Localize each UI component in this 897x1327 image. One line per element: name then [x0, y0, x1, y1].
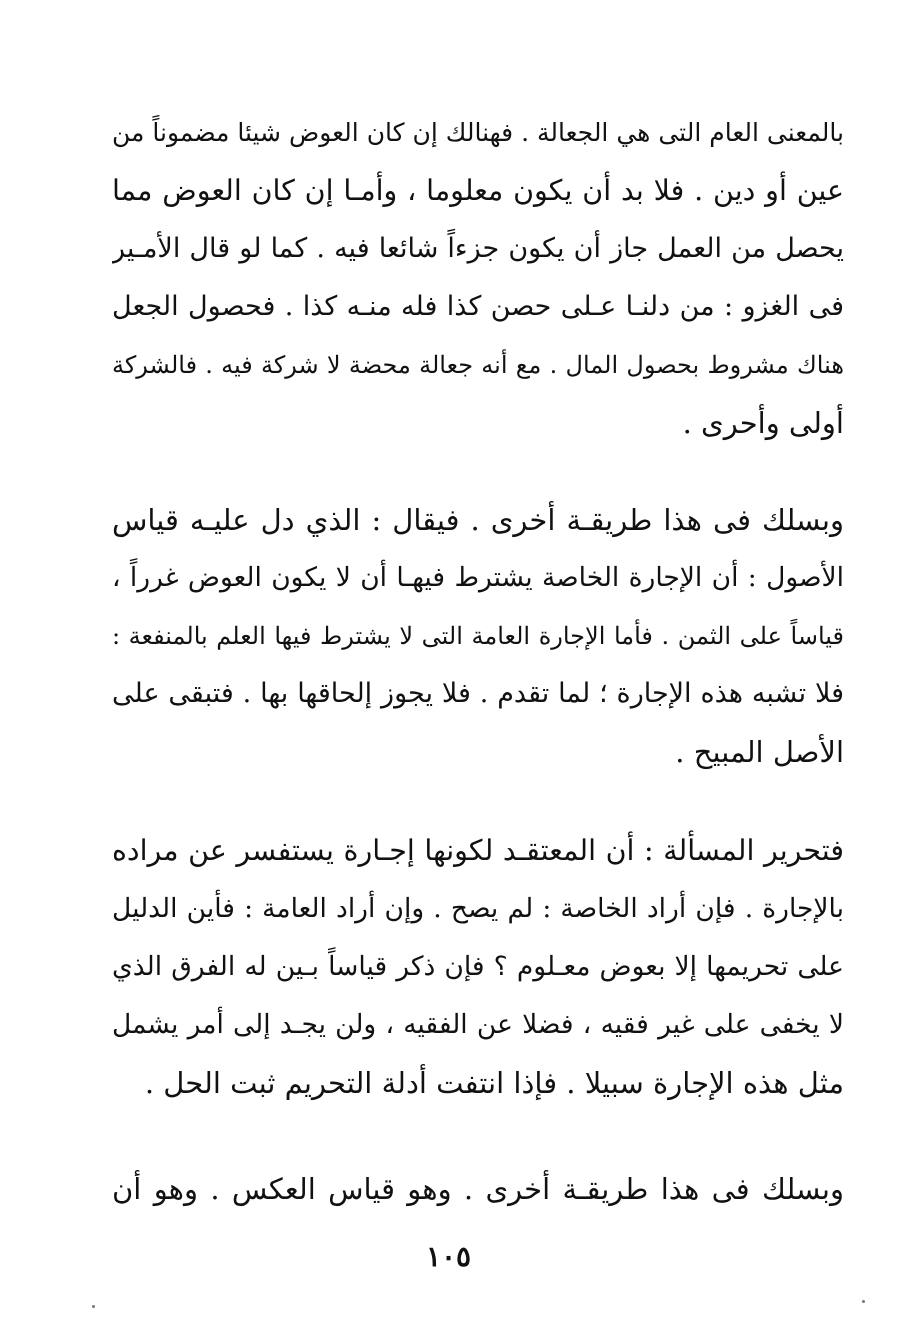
- text-line: هناك مشروط بحصول المال . مع أنه جعالة محضة لا شركة فيه . فالشركة: [112, 351, 844, 379]
- text-line: فى الغزو : من دلنـا عـلى حصن كذا فله منـه كذا . فحصول الجعل: [112, 291, 844, 322]
- text-line: وبسلك فى هذا طريقـة أخرى . فيقال : الذي دل عليـه قياس: [112, 503, 844, 537]
- text-line: يحصل من العمل جاز أن يكون جزءاً شائعا فيه . كما لو قال الأمـير: [112, 233, 844, 264]
- scan-speck: [862, 1300, 865, 1303]
- page-number: ١٠٥: [425, 1240, 472, 1273]
- text-line: بالإجارة . فإن أراد الخاصة : لم يصح . وإن أراد العامة : فأين الدليل: [112, 893, 844, 924]
- paragraph-1: [112, 104, 844, 452]
- text-line: قياساً على الثمن . فأما الإجارة العامة التى لا يشترط فيها العلم بالمنفعة :: [112, 622, 844, 650]
- paragraph-3: [112, 822, 844, 1112]
- text-line: فتحرير المسألة : أن المعتقـد لكونها إجـارة يستفسر عن مراده: [112, 834, 844, 867]
- text-line: أولى وأحرى .: [682, 406, 844, 440]
- text-line: الأصل المبيح .: [675, 735, 844, 769]
- text-line: لا يخفى على غير فقيه ، فضلا عن الفقيه ، ولن يجـد إلى أمر يشمل: [112, 1009, 844, 1040]
- text-line: مثل هذه الإجارة سبيلا . فإذا انتفت أدلة التحريم ثبت الحل .: [144, 1066, 844, 1100]
- paragraph-4: [112, 1160, 844, 1218]
- text-line: على تحريمها إلا بعوض معـلوم ؟ فإن ذكر قياساً بـين له الفرق الذي: [112, 951, 844, 982]
- text-line: الأصول : أن الإجارة الخاصة يشترط فيهـا أن لا يكون العوض غرراً ،: [112, 562, 844, 593]
- text-line: فلا تشبه هذه الإجارة ؛ لما تقدم . فلا يجوز إلحاقها بها . فتبقى على: [112, 678, 844, 709]
- text-line: وبسلك فى هذا طريقـة أخرى . وهو قياس العكس . وهو أن: [112, 1172, 844, 1206]
- text-line: عين أو دين . فلا بد أن يكون معلوما ، وأمـا إن كان العوض مما: [112, 174, 844, 207]
- text-line: بالمعنى العام التى هي الجعالة . فهنالك إن كان العوض شيئا مضموناً من: [112, 118, 844, 147]
- paragraph-2: [112, 491, 844, 781]
- scan-speck: [92, 1305, 95, 1308]
